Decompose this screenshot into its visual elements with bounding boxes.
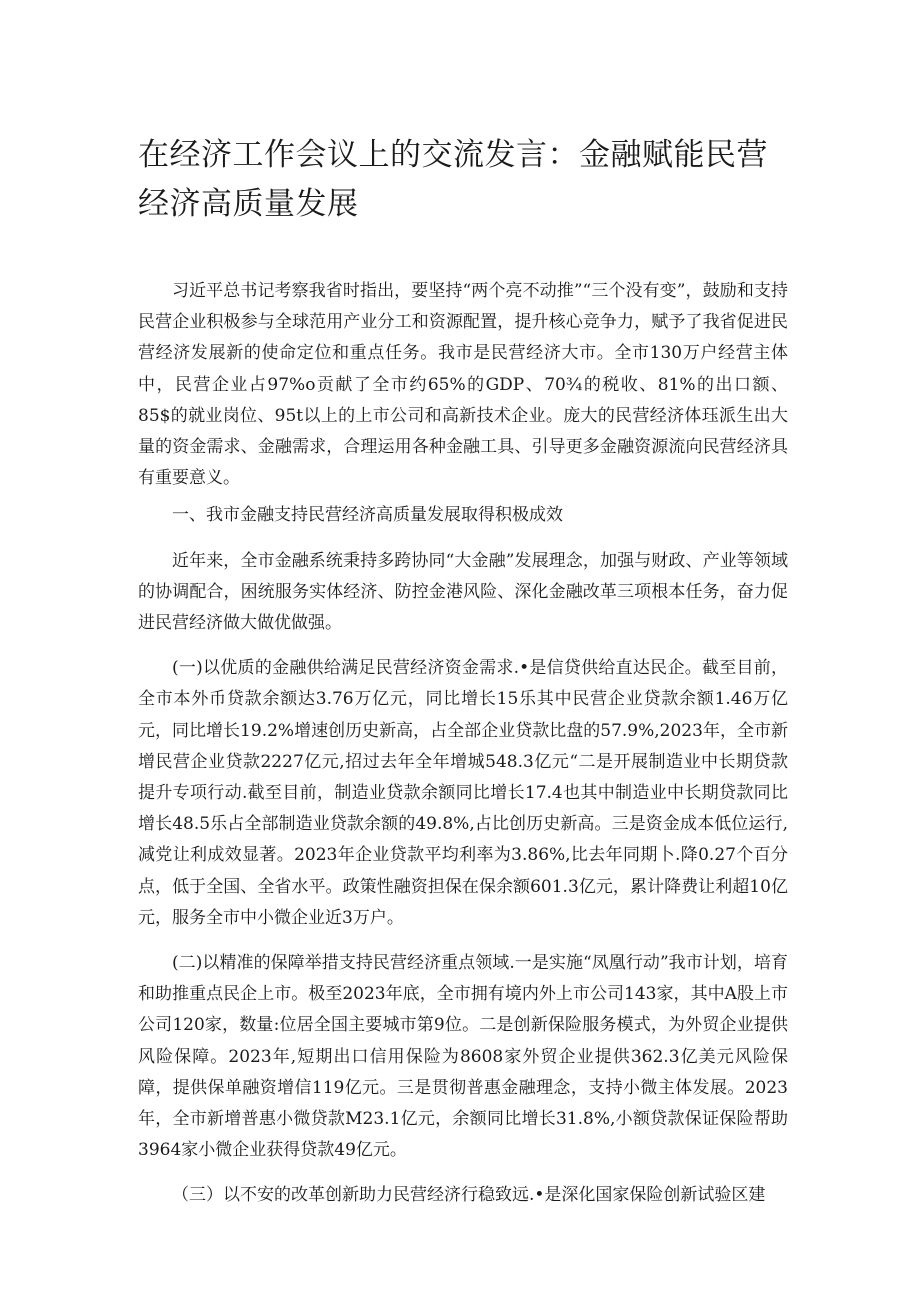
paragraph-subsection-2: (二)以精准的保障举措支持民营经济重点领域.一是实施“凤凰行动”我市计划，培育和助推重点民企上市。极至2023年底，全市拥有境内外上市公司143家，其中A股上市公司120家，数量:位居全国主要城市第9位。二是创新保险服务模式，为外贸企业提供风险保障。2023年,短期出口信用保险为8608家外贸企业提供362.3亿美元风险保障，提供保单融资增信119亿元。三是贯彻普惠金融理念，支持小微主体发展。2023年，全市新增普惠小微贷款M23.1亿元，余额同比增长31.8%,小额贷款保证保险帮助3964家小微企业获得贷款49亿元。 — [138, 953, 788, 1161]
paragraph-overview: 近年来，全市金融系统秉持多跨协同“大金融”发展理念，加强与财政、产业等领域的协调配合，困统服务实体经济、防控金港风险、深化金融改革三项根本任务，奋力促进民营经济做大做优做强。 — [138, 550, 788, 634]
document-title: 在经济工作会议上的交流发言：金融赋能民营经济高质量发展 — [138, 137, 768, 222]
paragraph-subsection-1: (一)以优质的金融供给满足民营经济资金需求.•是信贷供给直达民企。截至目前，全市本外币贷款余额达3.76万亿元，同比增长15乐其中民营企业贷款余额1.46万亿元，同比增长19.2%增速创历史新高，占全部企业贷款比盘的57.9%,2023年，全市新增民营企业贷款2227亿元,招过去年全年增城548.3亿元“二是开展制造业中长期贷款提升专项行动.截至目前，制造业贷款余额同比增长17.4也其中制造业中长期贷款同比增长48.5乐占全部制造业贷款余额的49.8%,占比创历史新高。三是资金成本低位运行,减党让利成效显著。2023年企业贷款平均利率为3.86%,比去年同期卜.降0.27个百分点，低于全国、全省水平。政策性融资担保在保余额601.3亿元，累计降费让利超10亿元，服务全市中小微企业近3万户。 — [138, 658, 788, 928]
section-heading-1: 一、我市金融支持民营经济高质量发展取得积极成效 — [172, 505, 563, 526]
paragraph-subsection-3: （三）以不安的改革创新助力民营经济行稳致远.•是深化国家保险创新试验区建 — [172, 1185, 766, 1206]
document-body — [138, 276, 788, 1212]
paragraph-intro: 习近平总书记考察我省时指出，要坚持“两个亮不动推”“三个没有变”，鼓励和支持民营企业积极参与全球范用产业分工和资源配置，提升核心竞争力，赋予了我省促进民营经济发展新的使命定位和重点任务。我市是民营经济大市。全市130万户经营主体中，民营企业占97%o贡献了全市约65%的GDP、70¾的税收、81%的出口额、85$的就业岗位、95t以上的上市公司和高新技术企业。庞大的民营经济体珏派生出大量的资金需求、金融需求，合理运用各种金融工具、引导更多金融资源流向民营经济具有重要意义。 — [138, 281, 788, 489]
